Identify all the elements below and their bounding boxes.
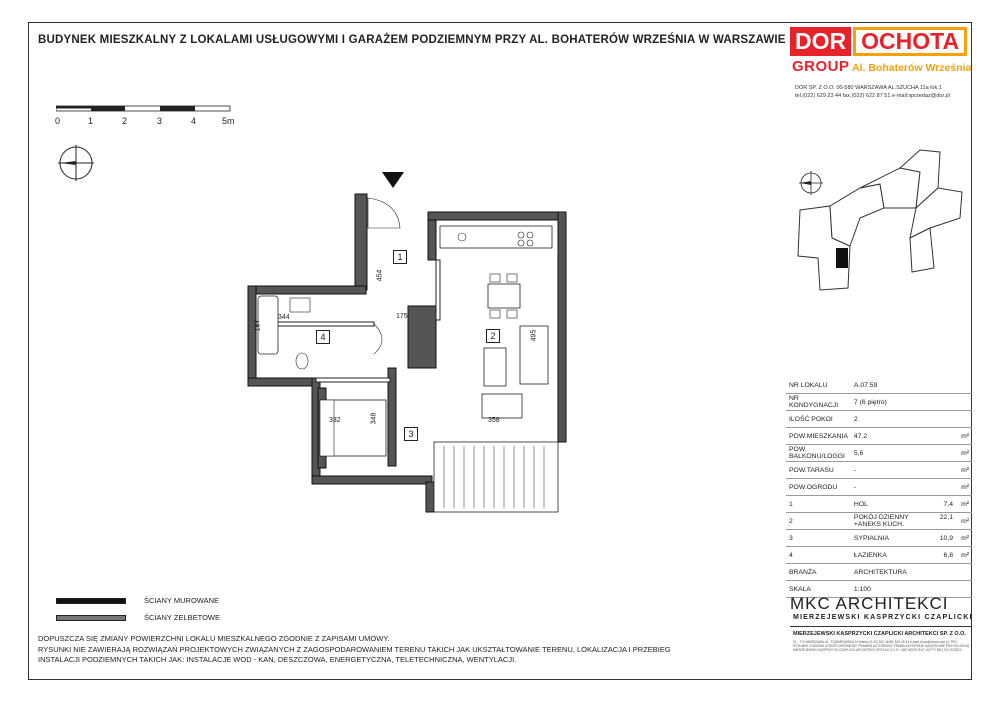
room-num: 3 [786, 530, 851, 547]
room-name: ŁAZIENKA [853, 551, 887, 559]
branza-value: ARCHITEKTURA [851, 564, 956, 581]
table-row [786, 462, 972, 479]
logo-group: GROUP [792, 58, 850, 75]
row-key: ILOŚĆ POKOI [786, 411, 851, 428]
row-key: POW.OGRODU [786, 479, 851, 496]
row-key: NR KONDYGNACJI [786, 394, 851, 411]
branza-key: BRANŻA [786, 564, 851, 581]
scale-label: 5m [222, 116, 235, 126]
table-row [786, 394, 972, 411]
architect-subtitle: MIERZEJEWSKI KASPRZYCKI CZAPLICKI [793, 614, 973, 621]
scale-label: 4 [191, 116, 197, 126]
room-row [786, 513, 972, 530]
dor-ochota-logo [790, 27, 967, 56]
dim-hall-small: 175 [396, 313, 408, 320]
dim-bed-width: 332 [329, 417, 341, 424]
architect-divider [790, 626, 972, 627]
logo-dor: DOR [790, 27, 851, 56]
table-row [786, 445, 972, 462]
scale-label: 2 [122, 116, 128, 126]
legend-swatch-murowane [56, 598, 126, 604]
row-value: 5,6 [851, 445, 956, 462]
room-name: SYPIALNIA [853, 534, 890, 542]
room-row [786, 547, 972, 564]
dim-hall-height: 454 [376, 269, 384, 282]
row-value: 2 [851, 411, 956, 428]
table-row [786, 564, 972, 581]
row-key: NR LOKALU [786, 377, 851, 394]
row-value: A.07.59 [851, 377, 956, 394]
scale-label: 0 [55, 116, 61, 126]
dim-living-width: 358 [488, 417, 500, 424]
row-key: POW.TARASU [786, 462, 851, 479]
north-arrow-icon [57, 144, 95, 182]
logo-ochota: OCHOTA [853, 27, 967, 56]
room-num: 4 [786, 547, 851, 564]
room-area: 22,1 [939, 514, 953, 521]
row-unit [956, 377, 972, 394]
row-key: POW. BALKONU/LOGGI [786, 445, 851, 462]
room-unit: m² [956, 530, 972, 547]
company-line-2: tel.(022) 629 23 44 fax.(022) 622 87 51 e-mail:sprzedaz@dor.pl [795, 93, 950, 99]
row-unit: m² [956, 462, 972, 479]
row-value: - [851, 462, 956, 479]
architect-address: MIERZEJEWSKI KASPRZYCKI CZAPLICKI ARCHITEKCI SP. Z O.O. [793, 631, 966, 637]
room-number-3: 3 [404, 427, 418, 441]
dim-bath-width: 344 [278, 314, 290, 321]
scale-bar [56, 104, 236, 114]
scale-label: 1 [88, 116, 94, 126]
legend-swatch-zelbetowe [56, 615, 126, 621]
room-unit: m² [956, 513, 972, 530]
company-info [795, 84, 950, 100]
row-unit: m² [956, 428, 972, 445]
key-plan [790, 148, 970, 298]
table-row [786, 479, 972, 496]
room-num: 2 [786, 513, 851, 530]
room-number-2: 2 [486, 329, 500, 343]
company-line-1: DOR SP. Z O.O. 00-580 WARSZAWA AL.SZUCHA 11a lok.1 [795, 85, 942, 91]
logo-street: Al. Bohaterów Września [852, 62, 972, 74]
note-line-1: DOPUSZCZA SIĘ ZMIANY POWIERZCHNI LOKALU MIESZKALNEGO ZGODNIE Z ZAPISAMI UMOWY. [38, 634, 390, 643]
skala-key: SKALA [786, 581, 851, 598]
entrance-marker-icon [380, 170, 406, 190]
row-value: 47,2 [851, 428, 956, 445]
row-unit: m² [956, 445, 972, 462]
row-unit [956, 411, 972, 428]
skala-value: 1:100 [851, 581, 956, 598]
row-value: - [851, 479, 956, 496]
room-area: 10,9 [939, 534, 953, 542]
architect-logo: MKC ARCHITEKCI [790, 594, 949, 613]
row-unit [956, 394, 972, 411]
note-line-3: INSTALACJI PODZIEMNYCH TAKICH JAK: INSTALACJE WOD - KAN, DESZCZOWA, ENERGETYCZNA, TELETECHNICZNA, WENTYLACJI. [38, 655, 517, 664]
row-key: POW.MIESZKANIA [786, 428, 851, 445]
room-row [786, 496, 972, 513]
scale-label: 3 [157, 116, 163, 126]
architect-small-print: 01 - 774 WARSZAWA UL. TOWAROWSKA 10 telefax (0-22) 812 48 88, 812 49 44 e-mail: biuro@mkca.com.pl. TEN RYSUNEK STANOWI UTWÓR CHRONIONY PRAWEM AUTORSKIM. PRAWA AUTORSKIE MAJĄTKOWE PRZYSŁUGUJĄ MIERZEJEWSKI KASPRZYCKI CZAPLICKI ARCHITEKCI SPÓŁKA Z O.O. I NIE MOŻE BYĆ UŻYTY BEZ ICH ZGODY. [793, 640, 970, 653]
apartment-info-table [786, 377, 972, 598]
table-row [786, 411, 972, 428]
drawing-title: BUDYNEK MIESZKALNY Z LOKALAMI USŁUGOWYMI I GARAŻEM PODZIEMNYM PRZY AL. BOHATERÓW WRZEŚNIA W WARSZAWIE [38, 34, 786, 46]
room-row [786, 530, 972, 547]
note-line-2: RYSUNKI NIE ZAWIERAJĄ ROZWIĄZAŃ PROJEKTOWYCH ZWIĄZANYCH Z ZAGOSPODAROWANIEM TERENU TAKICH JAK UKSZTAŁTOWANIE TERENU, LOKALIZACJA I PRZEBIEG [38, 644, 671, 654]
legend-label-zelbetowe: ŚCIANY ŻELBETOWE [144, 613, 220, 622]
dim-sofa: 495 [530, 329, 538, 342]
legend-label-murowane: ŚCIANY MUROWANE [144, 596, 220, 605]
dim-bath-height: 187 [254, 319, 262, 332]
room-area: 6,8 [943, 551, 953, 559]
room-number-1: 1 [393, 250, 407, 264]
row-unit: m² [956, 479, 972, 496]
floor-plan [240, 188, 580, 528]
room-name: POKÓJ DZIENNY +ANEKS KUCH. [853, 514, 909, 528]
room-area: 7,4 [943, 500, 953, 508]
room-number-4: 4 [316, 330, 330, 344]
room-unit: m² [956, 496, 972, 513]
room-num: 1 [786, 496, 851, 513]
row-value: 7 (6 piętro) [851, 394, 956, 411]
room-name: HOL [853, 500, 868, 508]
dim-bed-height: 348 [370, 412, 378, 425]
table-row [786, 428, 972, 445]
notes [38, 634, 671, 666]
table-row [786, 377, 972, 394]
room-unit: m² [956, 547, 972, 564]
